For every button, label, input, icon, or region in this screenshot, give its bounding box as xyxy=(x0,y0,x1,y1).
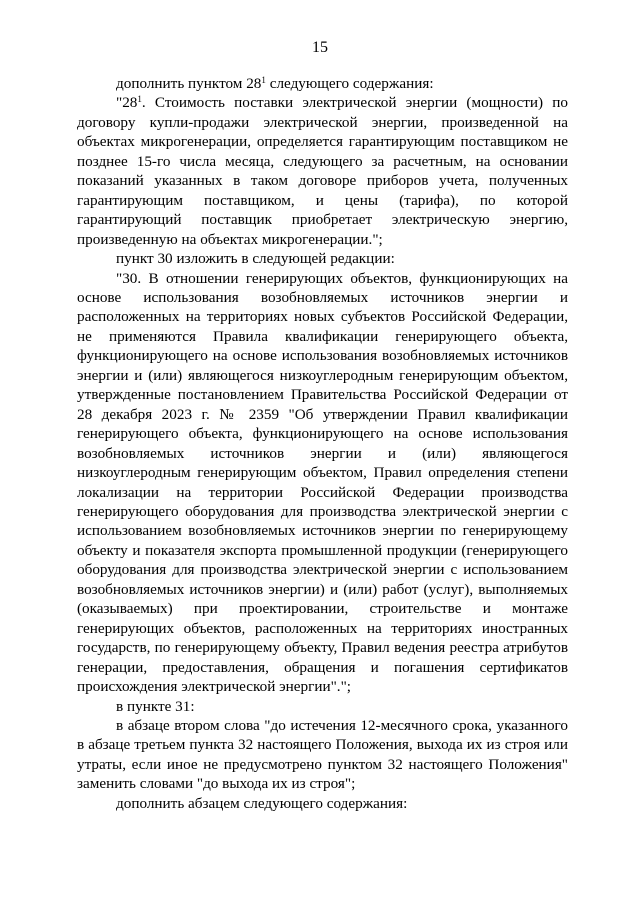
paragraph-add-point-28-1: дополнить пунктом $28^1$ следующего содержания: xyxy=(116,75,434,92)
page-number: 15 xyxy=(312,39,328,56)
paragraph-point-28-1-text: "$28^1$. Стоимость поставки электрической энергии (мощности) по договору купли-продажи электрической энергии, произведенной на объектах микрогенерации, определяется гарантирующим поставщиком не позднее 15-го числа месяца, следующего за расчетным, на основании показаний указанных в таком договоре приборов учета, полученных гарантирующим поставщиком, и цены (тарифа), по которой гарантирующий поставщик приобретает электрическую энергию, произведенную на объектах микрогенерации."; xyxy=(77,94,568,248)
document-body xyxy=(77,74,568,813)
paragraph-point-31-amendment: в абзаце втором слова "до истечения 12-месячного срока, указанного в абзаце третьем пункта 32 настоящего Положения, выхода их из строя или утраты, если иное не предусмотрено пунктом 32 настоящего Положения" заменить словами "до выхода их из строя"; xyxy=(77,716,568,793)
paragraph-point-30-intro: пункт 30 изложить в следующей редакции: xyxy=(116,250,395,268)
paragraph-point-30-text: "30. В отношении генерирующих объектов, функционирующих на основе использования возобновляемых источников энергии и расположенных на территориях новых субъектов Российской Федерации, не применяются Правила квалификации генерирующего объекта, функционирующего на основе использования возобновляемых источников энергии и (или) являющегося низкоуглеродным генерирующим объектом, утвержденные постановлением Правительства Российской Федерации от 28 декабря 2023 г. № 2359 "Об утверждении Правил квалификации генерирующего объекта, функционирующего на основе использования возобновляемых источников энергии и (или) являющегося низкоуглеродным генерирующим объектом, Правил определения степени локализации на территории Российской Федерации производства генерирующего оборудования для производства электрической энергии с использованием возобновляемых источников энергии по генерирующему объекту и показателя экспорта промышленной продукции (генерирующего оборудования для производства электрической энергии с использованием возобновляемых источников энергии) и (или) работ (услуг), выполняемых (оказываемых) при проектировании, строительстве и монтаже генерирующих объектов, расположенных на территориях иностранных государств, по генерирующему объекту, Правил ведения реестра атрибутов генерации, предоставления, обращения и погашения сертификатов происхождения электрической энергии"."; xyxy=(77,269,568,696)
paragraph-point-31-intro: в пункте 31: xyxy=(116,697,195,715)
paragraph-add-abzac: дополнить абзацем следующего содержания: xyxy=(116,794,408,812)
